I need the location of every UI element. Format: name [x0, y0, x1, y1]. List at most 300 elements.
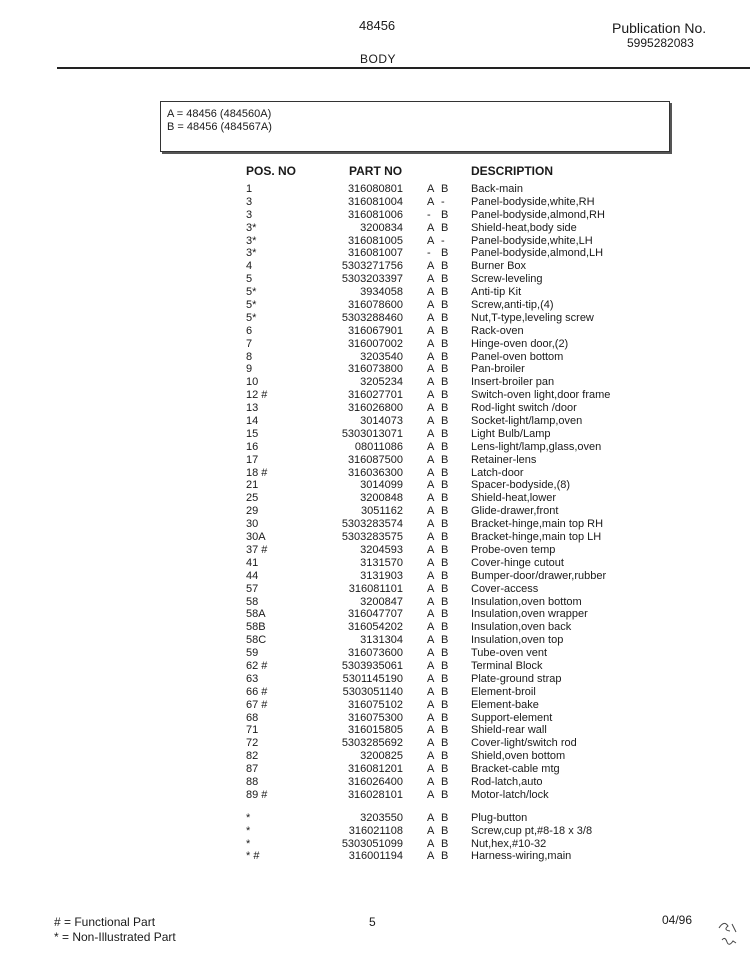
table-row — [0, 724, 750, 737]
description-cell: Plug-button — [471, 811, 528, 824]
model-a-cell: A — [427, 299, 435, 312]
table-row — [0, 776, 750, 789]
model-a-cell: A — [427, 608, 435, 621]
model-a-cell: A — [427, 811, 435, 824]
pos-cell: 62 # — [246, 659, 268, 672]
part-number-cell: 316067901 — [347, 324, 403, 337]
part-number-cell: 316026800 — [347, 402, 403, 415]
table-row — [0, 570, 750, 583]
part-number-cell: 316081005 — [347, 234, 403, 247]
description-cell: Bracket-cable mtg — [471, 763, 560, 776]
model-a-cell: A — [427, 659, 435, 672]
description-cell: Burner Box — [471, 260, 527, 273]
part-number-cell: 3131570 — [360, 556, 403, 569]
pos-cell: 10 — [246, 376, 259, 389]
part-number-cell: 5301145190 — [342, 672, 403, 685]
part-number-cell: 316081007 — [347, 247, 403, 260]
description-cell: Nut,T-type,leveling screw — [471, 311, 594, 324]
pos-cell: * # — [246, 850, 260, 863]
part-number-cell: 5303285692 — [341, 737, 403, 750]
model-a-cell: A — [427, 363, 435, 376]
table-row — [0, 260, 750, 273]
model-b-cell: B — [441, 737, 449, 750]
table-row — [0, 492, 750, 505]
model-b-cell: B — [441, 337, 449, 350]
table-row — [0, 467, 750, 480]
model-b-cell: B — [441, 324, 449, 337]
model-b-cell: B — [441, 543, 449, 556]
header-divider — [57, 67, 750, 69]
part-number-cell: 316047707 — [347, 608, 403, 621]
table-row — [0, 196, 750, 209]
model-b-cell: B — [441, 260, 449, 273]
table-row — [0, 338, 750, 351]
model-b-cell: B — [441, 440, 449, 453]
part-number-cell: 316081006 — [347, 208, 403, 221]
model-b-cell: B — [441, 363, 449, 376]
part-number-cell: 316080801 — [347, 183, 403, 195]
table-row — [0, 544, 750, 557]
description-cell: Screw,anti-tip,(4) — [471, 299, 554, 312]
part-number-cell: 316075300 — [347, 711, 403, 724]
column-header-part: PART NO — [349, 164, 403, 178]
model-a-cell: A — [427, 286, 435, 299]
description-cell: Nut,hex,#10-32 — [471, 837, 547, 850]
description-cell: Panel-bodyside,almond,RH — [471, 208, 605, 221]
part-number-cell: 316028101 — [347, 788, 403, 801]
publication-number: 5995282083 — [627, 36, 694, 50]
pos-cell: * — [246, 837, 251, 850]
table-row — [0, 209, 750, 222]
pos-cell: 57 — [246, 582, 259, 595]
part-number-cell: 316026400 — [347, 775, 403, 788]
model-b-cell: B — [441, 415, 449, 428]
model-a-cell: A — [427, 466, 435, 479]
table-row — [0, 737, 750, 750]
description-cell: Insert-broiler pan — [471, 376, 555, 389]
table-row — [0, 247, 750, 260]
table-row — [0, 838, 750, 851]
part-number-cell: 3205234 — [360, 376, 403, 389]
description-cell: Light Bulb/Lamp — [471, 427, 551, 440]
table-row — [0, 222, 750, 235]
model-a-cell: A — [427, 569, 435, 582]
table-row — [0, 402, 750, 415]
model-b-cell: B — [441, 221, 449, 234]
model-b-cell: B — [441, 350, 449, 363]
part-number-cell: 316073800 — [347, 363, 403, 376]
publication-date: 04/96 — [662, 913, 693, 927]
model-legend-box — [160, 101, 670, 152]
description-cell: Shield-rear wall — [471, 724, 547, 737]
non-illustrated-note: * = Non-Illustrated Part — [54, 930, 176, 944]
table-row — [0, 351, 750, 364]
part-number-cell: 3014099 — [360, 479, 403, 492]
part-number-cell: 3203550 — [360, 811, 403, 824]
page-number: 5 — [369, 915, 376, 929]
description-cell: Bumper-door/drawer,rubber — [471, 569, 607, 582]
pos-cell: 16 — [246, 440, 259, 453]
description-cell: Retainer-lens — [471, 453, 537, 466]
model-b-cell: B — [441, 311, 449, 324]
model-number: 48456 — [359, 18, 396, 33]
table-row — [0, 428, 750, 441]
model-a-cell: A — [427, 479, 435, 492]
part-number-cell: 5303935061 — [341, 659, 403, 672]
model-b-cell: B — [441, 427, 449, 440]
description-cell: Insulation,oven back — [471, 621, 572, 634]
part-number-cell: 5303051099 — [341, 837, 403, 850]
table-row — [0, 673, 750, 686]
table-row — [0, 273, 750, 286]
description-cell: Cover-access — [471, 582, 539, 595]
model-a-cell: A — [427, 850, 435, 863]
description-cell: Glide-drawer,front — [471, 505, 559, 518]
model-b-cell: B — [441, 824, 449, 837]
pos-cell: 67 # — [246, 698, 268, 711]
model-a-cell: A — [427, 402, 435, 415]
part-number-cell: 316081201 — [347, 763, 403, 776]
model-b-cell: B — [441, 402, 449, 415]
part-number-cell: 316054202 — [347, 621, 403, 634]
model-a-cell: A — [427, 324, 435, 337]
pos-cell: 37 # — [246, 543, 268, 556]
description-cell: Screw,cup pt,#8-18 x 3/8 — [471, 824, 593, 837]
pos-cell: 66 # — [246, 685, 268, 698]
model-a-cell: A — [427, 824, 435, 837]
table-row — [0, 686, 750, 699]
description-cell: Spacer-bodyside,(8) — [471, 479, 571, 492]
description-cell: Plate-ground strap — [471, 672, 562, 685]
model-a-cell: A — [427, 337, 435, 350]
functional-part-note: # = Functional Part — [54, 915, 156, 929]
table-row — [0, 660, 750, 673]
model-a-cell: A — [427, 453, 435, 466]
part-number-cell: 3131903 — [360, 569, 403, 582]
table-row — [0, 286, 750, 299]
pos-cell: 14 — [246, 415, 259, 428]
model-b-cell: B — [441, 775, 449, 788]
pos-cell: 21 — [246, 479, 259, 492]
part-number-cell: 3051162 — [360, 505, 403, 518]
model-a-cell: A — [427, 837, 435, 850]
description-cell: Lens-light/lamp,glass,oven — [471, 440, 602, 453]
pos-cell: 3* — [246, 221, 257, 234]
model-b-cell: B — [441, 634, 449, 647]
model-b-cell: B — [441, 711, 449, 724]
description-cell: Rack-oven — [471, 324, 524, 337]
model-b-cell: B — [441, 556, 449, 569]
table-row — [0, 235, 750, 248]
pos-cell: 5* — [246, 286, 257, 299]
part-number-cell: 3014073 — [360, 415, 403, 428]
part-number-cell: 316081101 — [348, 582, 403, 595]
pos-cell: 88 — [246, 775, 259, 788]
model-a-cell: A — [427, 221, 435, 234]
pos-cell: 58B — [246, 621, 266, 634]
model-b-cell: B — [441, 299, 449, 312]
description-cell: Tube-oven vent — [471, 647, 548, 660]
description-cell: Insulation,oven top — [471, 634, 564, 647]
pos-cell: 3 — [246, 208, 253, 221]
model-a-cell: A — [427, 389, 435, 402]
pos-cell: 63 — [246, 672, 259, 685]
table-row — [0, 376, 750, 389]
model-a-cell: A — [427, 427, 435, 440]
part-number-cell: 316015805 — [347, 724, 403, 737]
model-b-cell: B — [441, 647, 449, 660]
pos-cell: 1 — [246, 183, 253, 195]
pos-cell: 68 — [246, 711, 259, 724]
pos-cell: 87 — [246, 763, 259, 776]
table-row — [0, 363, 750, 376]
description-cell: Cover-light/switch rod — [471, 737, 577, 750]
description-cell: Probe-oven temp — [471, 543, 556, 556]
description-cell: Bracket-hinge,main top RH — [471, 518, 604, 531]
handwritten-mark — [716, 918, 742, 953]
model-a-cell: A — [427, 234, 435, 247]
model-b-cell: B — [441, 595, 449, 608]
part-number-cell: 316081004 — [347, 195, 403, 208]
model-a-cell: A — [427, 505, 435, 518]
pos-cell: 4 — [246, 260, 253, 273]
pos-cell: 89 # — [246, 788, 268, 801]
model-b-cell: B — [441, 724, 449, 737]
model-b-cell: B — [441, 183, 449, 195]
model-a-cell: A — [427, 543, 435, 556]
part-number-cell: 3200847 — [360, 595, 403, 608]
table-row — [0, 712, 750, 725]
pos-cell: 29 — [246, 505, 259, 518]
part-number-cell: 3131304 — [360, 634, 403, 647]
model-b-cell: - — [441, 234, 445, 247]
table-row — [0, 312, 750, 325]
part-number-cell: 3200848 — [360, 492, 403, 505]
model-a-cell: A — [427, 518, 435, 531]
description-cell: Element-broil — [471, 685, 536, 698]
table-row — [0, 596, 750, 609]
model-b-cell: B — [441, 698, 449, 711]
model-b-cell: B — [441, 247, 449, 260]
legend-line-a: A = 48456 (484560A) — [167, 108, 272, 120]
part-number-cell: 3203540 — [360, 350, 403, 363]
model-b-cell: B — [441, 659, 449, 672]
description-cell: Panel-bodyside,almond,LH — [471, 247, 604, 260]
part-number-cell: 316021108 — [348, 824, 403, 837]
model-a-cell: A — [427, 672, 435, 685]
table-row — [0, 812, 750, 825]
part-number-cell: 5303288460 — [341, 311, 403, 324]
description-cell: Cover-hinge cutout — [471, 556, 564, 569]
table-row — [0, 634, 750, 647]
pos-cell: 30A — [246, 531, 266, 544]
part-number-cell: 5303013071 — [341, 427, 403, 440]
model-a-cell: A — [427, 195, 435, 208]
pos-cell: * — [246, 824, 251, 837]
part-number-cell: 316087500 — [347, 453, 403, 466]
table-row — [0, 647, 750, 660]
pos-cell: 12 # — [246, 389, 268, 402]
model-a-cell: A — [427, 311, 435, 324]
table-row — [0, 621, 750, 634]
description-cell: Harness-wiring,main — [471, 850, 572, 863]
description-cell: Insulation,oven bottom — [471, 595, 582, 608]
part-number-cell: 316001194 — [348, 850, 403, 863]
pos-cell: 3 — [246, 195, 253, 208]
table-row — [0, 789, 750, 802]
part-number-cell: 3200825 — [360, 750, 403, 763]
description-cell: Socket-light/lamp,oven — [471, 415, 583, 428]
model-a-cell: A — [427, 183, 435, 195]
model-b-cell: B — [441, 376, 449, 389]
model-b-cell: B — [441, 672, 449, 685]
description-cell: Switch-oven light,door frame — [471, 389, 611, 402]
column-header-description: DESCRIPTION — [471, 164, 554, 178]
pos-cell: 72 — [246, 737, 259, 750]
pos-cell: 58C — [246, 634, 267, 647]
description-cell: Insulation,oven wrapper — [471, 608, 588, 621]
model-b-cell: B — [441, 389, 449, 402]
part-number-cell: 316078600 — [347, 299, 403, 312]
description-cell: Support-element — [471, 711, 553, 724]
model-b-cell: B — [441, 788, 449, 801]
model-b-cell: B — [441, 453, 449, 466]
model-b-cell: B — [441, 850, 449, 863]
part-number-cell: 316027701 — [347, 389, 403, 402]
model-a-cell: A — [427, 621, 435, 634]
pos-cell: 82 — [246, 750, 259, 763]
model-a-cell: A — [427, 415, 435, 428]
pos-cell: 17 — [246, 453, 259, 466]
section-title: BODY — [360, 52, 397, 66]
table-row — [0, 479, 750, 492]
description-cell: Element-bake — [471, 698, 539, 711]
table-row — [0, 325, 750, 338]
pos-cell: 5* — [246, 311, 257, 324]
pos-cell: 15 — [246, 427, 259, 440]
table-row — [0, 699, 750, 712]
model-a-cell: A — [427, 775, 435, 788]
model-a-cell: A — [427, 492, 435, 505]
part-number-cell: 316073600 — [347, 647, 403, 660]
model-a-cell: A — [427, 711, 435, 724]
pos-cell: 8 — [246, 350, 253, 363]
model-a-cell: A — [427, 685, 435, 698]
pos-cell: 25 — [246, 492, 259, 505]
table-row — [0, 608, 750, 621]
part-number-cell: 5303271756 — [341, 260, 403, 273]
part-number-cell: 5303203397 — [341, 273, 403, 286]
pos-cell: 9 — [246, 363, 253, 376]
part-number-cell: 316036300 — [347, 466, 403, 479]
description-cell: Rod-latch,auto — [471, 775, 543, 788]
table-row — [0, 763, 750, 776]
description-cell: Terminal Block — [471, 659, 543, 672]
table-row — [0, 825, 750, 838]
model-b-cell: B — [441, 750, 449, 763]
table-row — [0, 557, 750, 570]
table-row — [0, 750, 750, 763]
pos-cell: 3* — [246, 247, 257, 260]
table-row — [0, 454, 750, 467]
model-a-cell: A — [427, 737, 435, 750]
model-a-cell: A — [427, 531, 435, 544]
model-a-cell: - — [427, 208, 431, 221]
description-cell: Bracket-hinge,main top LH — [471, 531, 602, 544]
model-a-cell: A — [427, 724, 435, 737]
model-a-cell: A — [427, 595, 435, 608]
model-b-cell: B — [441, 286, 449, 299]
description-cell: Hinge-oven door,(2) — [471, 337, 569, 350]
model-b-cell: B — [441, 208, 449, 221]
model-a-cell: A — [427, 750, 435, 763]
pos-cell: 7 — [246, 337, 253, 350]
table-row — [0, 183, 750, 196]
model-a-cell: A — [427, 273, 435, 286]
part-number-cell: 3934058 — [360, 286, 403, 299]
pos-cell: 59 — [246, 647, 259, 660]
description-cell: Panel-bodyside,white,RH — [471, 195, 595, 208]
description-cell: Back-main — [471, 183, 523, 195]
model-a-cell: A — [427, 788, 435, 801]
model-a-cell: A — [427, 647, 435, 660]
description-cell: Screw-leveling — [471, 273, 543, 286]
table-row — [0, 531, 750, 544]
part-number-cell: 3204593 — [360, 543, 403, 556]
table-row — [0, 415, 750, 428]
table-row — [0, 850, 750, 863]
part-number-cell: 316007002 — [347, 337, 403, 350]
part-number-cell: 316075102 — [347, 698, 403, 711]
description-cell: Shield-heat,body side — [471, 221, 577, 234]
column-header-pos: POS. NO — [246, 164, 297, 178]
parts-list — [0, 183, 750, 863]
pos-cell: 41 — [246, 556, 259, 569]
table-row — [0, 505, 750, 518]
model-b-cell: B — [441, 531, 449, 544]
model-a-cell: A — [427, 582, 435, 595]
model-b-cell: B — [441, 837, 449, 850]
model-b-cell: B — [441, 518, 449, 531]
pos-cell: * — [246, 811, 251, 824]
description-cell: Motor-latch/lock — [471, 788, 549, 801]
model-b-cell: B — [441, 763, 449, 776]
model-a-cell: A — [427, 376, 435, 389]
description-cell: Rod-light switch /door — [471, 402, 577, 415]
model-a-cell: A — [427, 556, 435, 569]
description-cell: Latch-door — [471, 466, 524, 479]
part-number-cell: 08011086 — [354, 440, 403, 453]
model-a-cell: A — [427, 634, 435, 647]
pos-cell: 3* — [246, 234, 257, 247]
pos-cell: 58A — [246, 608, 266, 621]
model-b-cell: - — [441, 195, 445, 208]
pos-cell: 6 — [246, 324, 253, 337]
pos-cell: 58 — [246, 595, 259, 608]
model-b-cell: B — [441, 273, 449, 286]
table-row — [0, 583, 750, 596]
model-b-cell: B — [441, 505, 449, 518]
model-b-cell: B — [441, 608, 449, 621]
model-b-cell: B — [441, 569, 449, 582]
part-number-cell: 5303283574 — [341, 518, 403, 531]
pos-cell: 30 — [246, 518, 259, 531]
model-a-cell: - — [427, 247, 431, 260]
model-b-cell: B — [441, 582, 449, 595]
model-b-cell: B — [441, 492, 449, 505]
pos-cell: 5 — [246, 273, 253, 286]
model-b-cell: B — [441, 811, 449, 824]
